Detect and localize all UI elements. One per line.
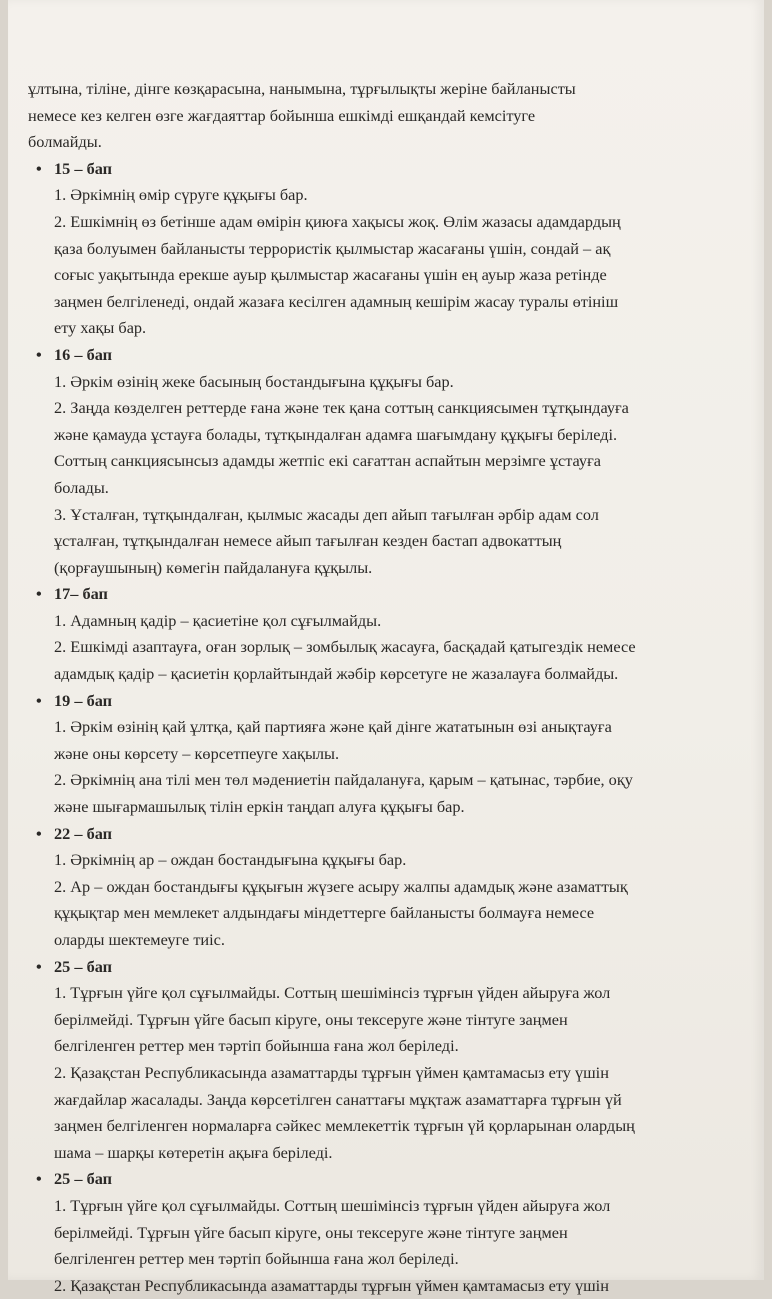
- article-heading: [28, 688, 728, 715]
- article-line: 1. Әркім өзінің жеке басының бостандығына құқығы бар.: [54, 371, 454, 391]
- article-line: заңмен белгіленеді, ондай жазаға кесілген адамның кешірім жасау туралы өтініш: [54, 291, 619, 311]
- bullet-icon: •: [36, 584, 42, 604]
- article-line: 1. Адамның қадір – қасиетіне қол сұғылмайды.: [54, 610, 382, 630]
- article-heading: [28, 821, 728, 848]
- article-line: 2. Ар – ождан бостандығы құқығын жүзеге асыру жалпы адамдық және азаматтық: [54, 876, 628, 896]
- article-line: оларды шектемеуге тиіс.: [54, 930, 225, 949]
- article-heading: [28, 156, 728, 183]
- article-line: 1. Әркім өзінің қай ұлтқа, қай партияға және қай дінге жататынын өзі анықтауға: [54, 717, 612, 737]
- article-line: 3. Ұсталған, тұтқындалған, қылмыс жасады деп айып тағылған әрбір адам сол: [54, 504, 599, 524]
- article-heading-text: 15 – бап: [54, 158, 113, 178]
- article-heading: [28, 581, 728, 608]
- intro-line: ұлтына, тіліне, дінге көзқарасына, нанымына, тұрғылықты жеріне байланысты: [28, 79, 576, 98]
- document-text: [28, 76, 728, 1299]
- article-line: 1. Тұрғын үйге қол сұғылмайды. Соттың шешімінсіз тұрғын үйден айыруға жол: [54, 1195, 611, 1215]
- article-heading-text: 17– бап: [54, 584, 108, 604]
- article-section: [28, 954, 728, 1167]
- article-heading: [28, 1166, 728, 1193]
- article-line: және оны көрсету – көрсетпеуге хақылы.: [54, 743, 340, 763]
- article-list: [28, 156, 728, 1299]
- article-section: [28, 156, 728, 342]
- article-line: (қорғаушының) көмегін пайдалануға құқылы.: [54, 557, 373, 577]
- article-heading-text: 19 – бап: [54, 690, 113, 710]
- article-line: және шығармашылық тілін еркін таңдап алуға құқығы бар.: [54, 797, 465, 817]
- bullet-icon: •: [36, 823, 42, 843]
- article-section: [28, 342, 728, 581]
- article-line: қаза болуымен байланысты террористік қылмыстар жасағаны үшін, сондай – ақ: [54, 238, 611, 258]
- article-line: жағдайлар жасалады. Заңда көрсетілген санаттағы мұқтаж азаматтарға тұрғын үй: [54, 1089, 622, 1109]
- article-section: [28, 1166, 728, 1299]
- intro-line: болмайды.: [28, 132, 102, 152]
- article-line: ұсталған, тұтқындалған немесе айып тағылған кезден бастап адвокаттың: [54, 531, 562, 551]
- article-line: берілмейді. Тұрғын үйге басып кіруге, оны тексеруге және тінтуге заңмен: [54, 1009, 568, 1029]
- article-line: шама – шарқы көтеретін ақыға беріледі.: [54, 1142, 333, 1162]
- article-line: 2. Әркімнің ана тілі мен төл мәдениетін пайдалануға, қарым – қатынас, тәрбие, оқу: [54, 770, 633, 790]
- article-line: адамдық қадір – қасиетін қорлайтындай жәбір көрсетуге не жазалауға болмайды.: [54, 664, 619, 684]
- article-line: соғыс уақытында ерекше ауыр қылмыстар жасағаны үшін ең ауыр жаза ретінде: [54, 265, 607, 285]
- intro-paragraph: [28, 76, 728, 156]
- article-heading-text: 25 – бап: [54, 1169, 113, 1189]
- article-line: белгіленген реттер мен тәртіп бойынша ғана жол беріледі.: [54, 1036, 459, 1056]
- article-line: 1. Әркімнің өмір сүруге құқығы бар.: [54, 185, 308, 205]
- article-section: [28, 821, 728, 954]
- article-section: [28, 688, 728, 821]
- bullet-icon: •: [36, 158, 42, 178]
- article-heading-text: 16 – бап: [54, 344, 113, 364]
- document-page: [8, 0, 764, 1295]
- article-line: Соттың санкциясынсыз адамды жетпіс екі сағаттан аспайтын мерзімге ұстауға: [54, 451, 601, 471]
- article-line: 2. Ешкімді азаптауға, оған зорлық – зомбылық жасауға, басқадай қатыгездік немесе: [54, 637, 636, 657]
- bullet-icon: •: [36, 344, 42, 364]
- article-line: құқықтар мен мемлекет алдындағы міндеттерге байланысты болмауға немесе: [54, 903, 595, 923]
- article-line: және қамауда ұстауға болады, тұтқындалған адамға шағымдану құқығы беріледі.: [54, 424, 618, 444]
- article-line: белгіленген реттер мен тәртіп бойынша ғана жол беріледі.: [54, 1249, 459, 1269]
- article-line: 2. Қазақстан Республикасында азаматтарды тұрғын үймен қамтамасыз ету үшін: [54, 1062, 609, 1082]
- bullet-icon: •: [36, 690, 42, 710]
- article-line: 2. Ешкімнің өз бетінше адам өмірін қиюға хақысы жоқ. Өлім жазасы адамдардың: [54, 211, 621, 231]
- article-line: берілмейді. Тұрғын үйге басып кіруге, оны тексеруге және тінтуге заңмен: [54, 1222, 568, 1242]
- intro-line: немесе кез келген өзге жағдаяттар бойынша ешкімді ешқандай кемсітуге: [28, 105, 536, 125]
- article-heading: [28, 342, 728, 369]
- article-line: 1. Тұрғын үйге қол сұғылмайды. Соттың шешімінсіз тұрғын үйден айыруға жол: [54, 983, 611, 1003]
- article-line: заңмен белгіленген нормаларға сәйкес мемлекеттік тұрғын үй қорларынан олардың: [54, 1116, 635, 1136]
- article-heading-text: 22 – бап: [54, 823, 113, 843]
- article-section: [28, 581, 728, 687]
- bullet-icon: •: [36, 956, 42, 976]
- article-line: 2. Қазақстан Республикасында азаматтарды тұрғын үймен қамтамасыз ету үшін: [54, 1275, 609, 1295]
- article-heading: [28, 954, 728, 981]
- article-heading-text: 25 – бап: [54, 956, 113, 976]
- article-line: 2. Заңда көзделген реттерде ғана және тек қана соттың санкциясымен тұтқындауға: [54, 398, 629, 418]
- bullet-icon: •: [36, 1169, 42, 1189]
- article-line: ету хақы бар.: [54, 318, 147, 338]
- article-line: 1. Әркімнің ар – ождан бостандығына құқығы бар.: [54, 850, 407, 870]
- article-line: болады.: [54, 477, 109, 497]
